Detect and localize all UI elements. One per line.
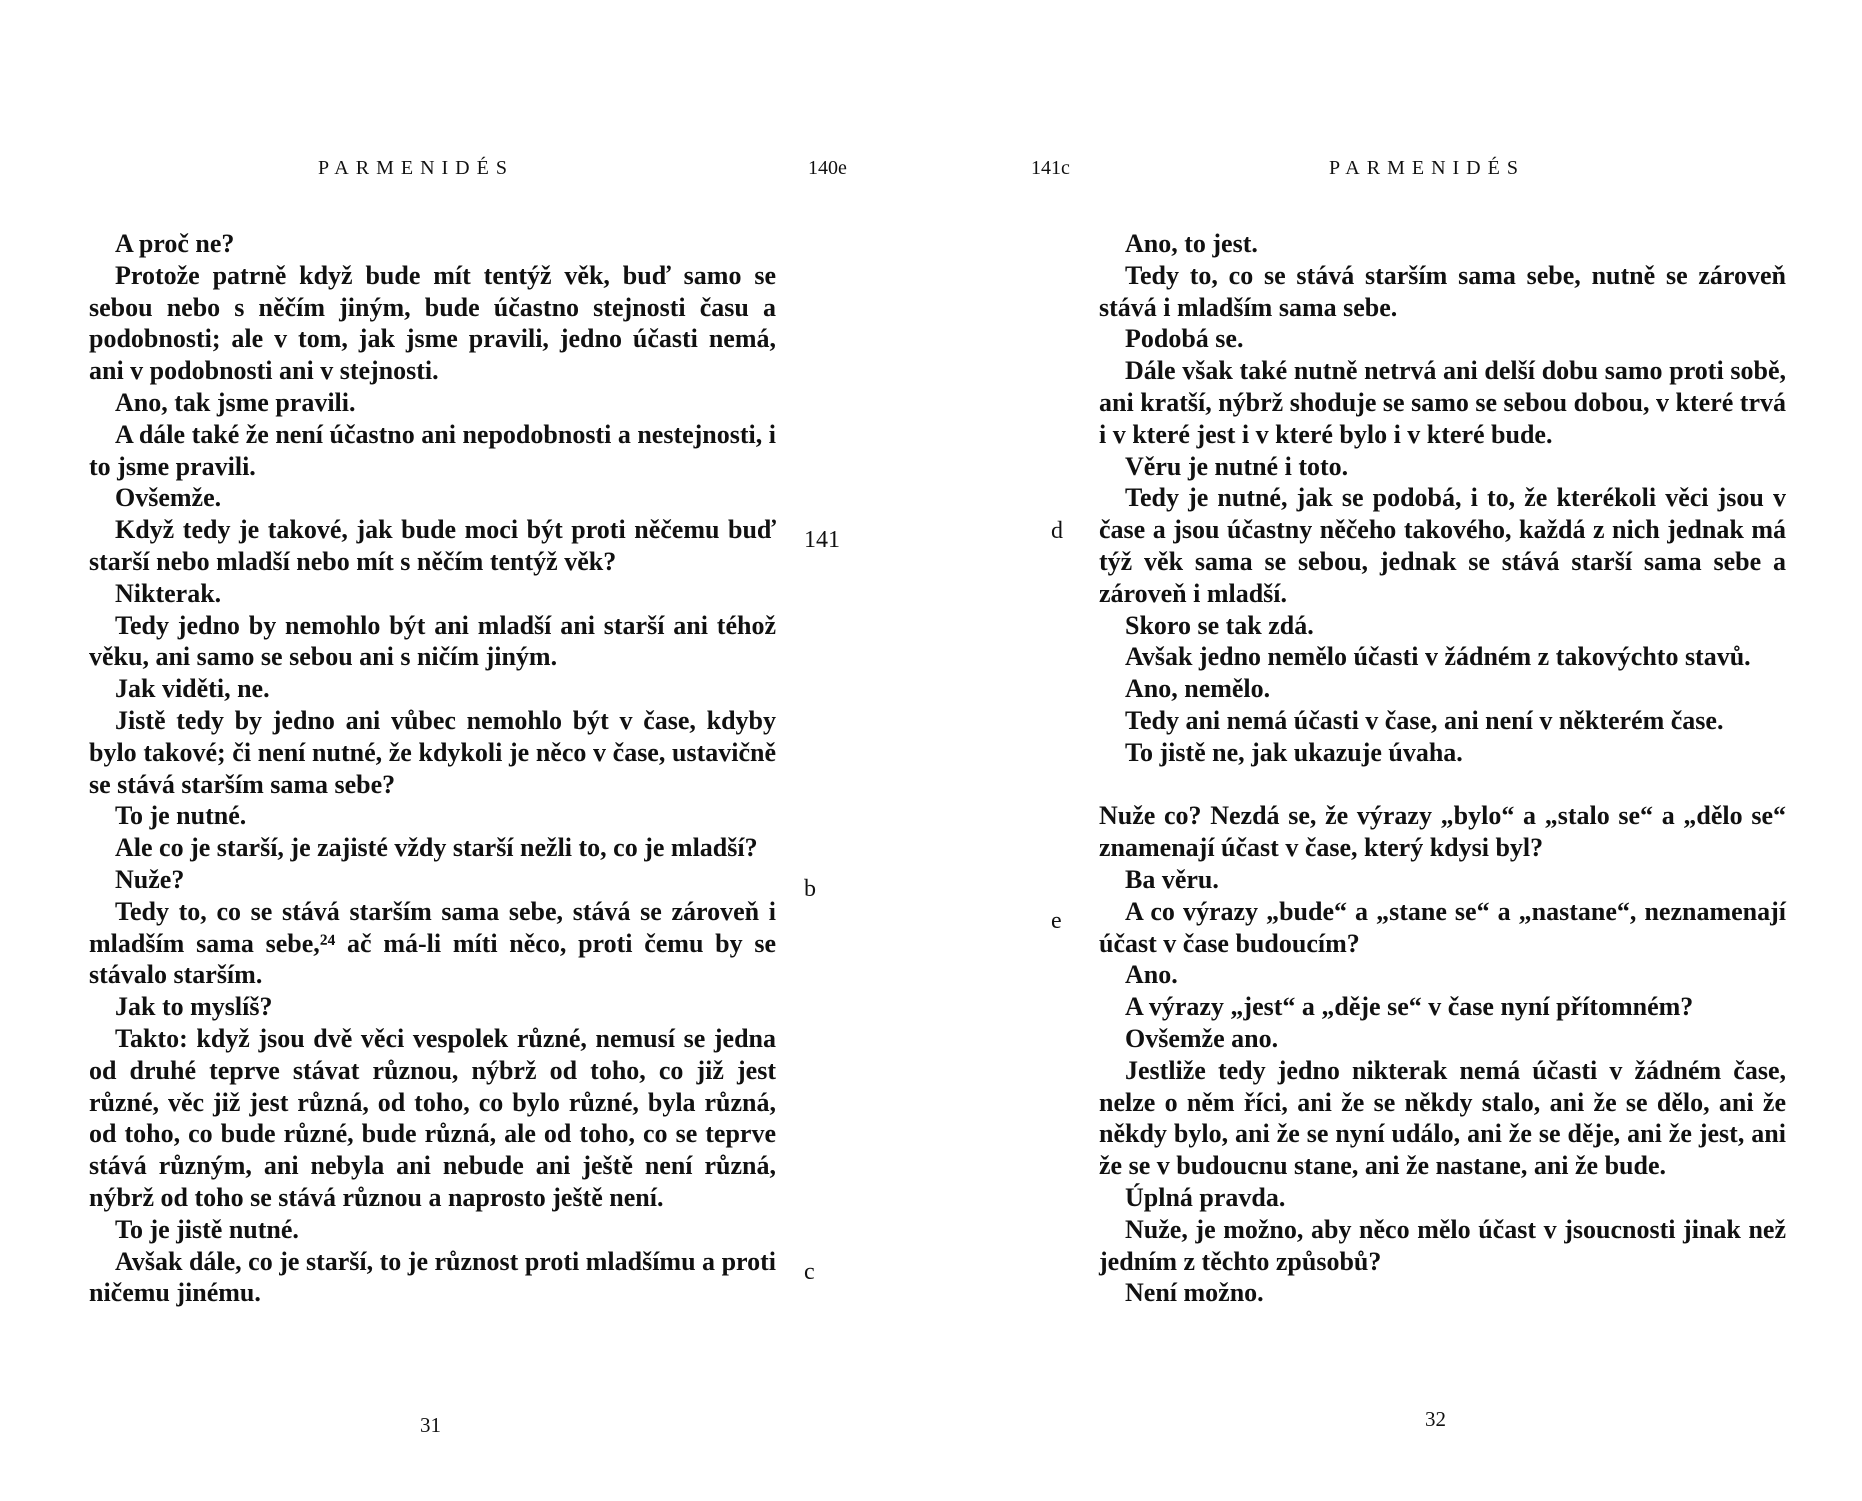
margin-marker: d xyxy=(1051,518,1063,544)
paragraph: Nuže co? Nezdá se, že výrazy „bylo“ a „stalo se“ a „dělo se“ znamenají účast v čase, který kdysi byl? xyxy=(1099,801,1786,863)
paragraph: A proč ne? xyxy=(115,229,235,258)
paragraph: Jak to myslíš? xyxy=(115,992,273,1022)
paragraph: Tedy ani nemá účasti v čase, ani není v některém čase. xyxy=(1125,705,1724,735)
paragraph: Podobá se. xyxy=(1125,324,1244,354)
paragraph: Avšak jedno nemělo účasti v žádném z takovýchto stavů. xyxy=(1125,642,1751,672)
paragraph: Tedy jedno by nemohlo být ani mladší ani starší ani téhož věku, ani samo se sebou ani s ničím jiným. xyxy=(89,610,776,672)
page-number: 32 xyxy=(1425,1407,1446,1431)
margin-marker: b xyxy=(804,876,816,902)
running-title: PARMENIDÉS xyxy=(1329,157,1525,179)
paragraph: Jestliže tedy jedno nikterak nemá účasti v žádném čase, nelze o něm říci, ani že se někdy stalo, ani že se dělo, ani že někdy bylo, ani že se nyní událo, ani že se děje, ani že jest, ani že se v budoucnu stane, ani že nastane, ani že bude. xyxy=(1099,1055,1786,1181)
paragraph: Avšak dále, co je starší, to je různost proti mladšímu a proti ničemu jinému. xyxy=(89,1246,776,1308)
paragraph: Tedy to, co se stává starším sama sebe, nutně se zároveň stává i mladším sama sebe. xyxy=(1099,260,1786,322)
paragraph: Ale co je starší, je zajisté vždy starší nežli to, co je mladší? xyxy=(115,833,758,863)
paragraph: Jak viděti, ne. xyxy=(115,674,270,704)
paragraph: Když tedy je takové, jak bude moci být proti něčemu buď starší nebo mladší nebo mít s něčím tentýž věk? xyxy=(89,515,776,576)
right-page xyxy=(931,0,1862,1501)
paragraph: Ano, nemělo. xyxy=(1125,674,1271,704)
paragraph: Věru je nutné i toto. xyxy=(1125,451,1349,481)
stephanus-header: 141c xyxy=(1031,157,1070,179)
paragraph: To je jistě nutné. xyxy=(115,1214,299,1244)
running-title: PARMENIDÉS xyxy=(318,157,514,179)
paragraph: Tedy to, co se stává starším sama sebe, stává se zároveň i mladším sama sebe,²⁴ ač má-li míti něco, proti čemu by se stávalo starším. xyxy=(89,896,776,990)
text-column xyxy=(89,228,776,1309)
paragraph: Tedy je nutné, jak se podobá, i to, že kterékoli věci jsou v čase a jsou účastny něčeho takového, každá z nich jednak má týž věk sama se sebou, jednak se stává starší sama sebe a zároveň i mladší. xyxy=(1099,483,1786,608)
section-gap xyxy=(1099,769,1786,801)
paragraph: Takto: když jsou dvě věci vespolek různé, nemusí se jedna od druhé teprve stávat různou, nýbrž od toho, co již jest různé, věc již jest různá, od toho, co bylo různé, byla různá, od toho, co bude různé, bude různá, ale od toho, co se teprve stává různým, ani nebyla ani nebude ani ještě není různá, nýbrž od toho se stává různou a naprosto ještě není. xyxy=(89,1023,776,1212)
paragraph: To jistě ne, jak ukazuje úvaha. xyxy=(1125,737,1463,767)
paragraph: Protože patrně když bude mít tentýž věk, buď samo se sebou nebo s něčím jiným, bude účastno stejnosti času a podobnosti; ale v tom, jak jsme pravili, jedno účasti nemá, ani v podobnosti ani v stejnosti. xyxy=(89,260,776,386)
paragraph: Nuže? xyxy=(115,864,185,894)
stephanus-header: 140e xyxy=(808,157,847,179)
text-column xyxy=(1099,228,1786,1309)
paragraph: Úplná pravda. xyxy=(1125,1182,1286,1212)
paragraph: A dále také že není účastno ani nepodobnosti a nestejnosti, i to jsme pravili. xyxy=(89,419,776,481)
paragraph: Ba věru. xyxy=(1125,864,1219,894)
paragraph: Nikterak. xyxy=(115,578,222,608)
paragraph: Jistě tedy by jedno ani vůbec nemohlo být v čase, kdyby bylo takové; či není nutné, že kdykoli je něco v čase, ustavičně se stává starším sama sebe? xyxy=(89,705,776,799)
paragraph: Ano, to jest. xyxy=(1125,229,1258,258)
margin-marker: c xyxy=(804,1259,815,1285)
paragraph: Nuže, je možno, aby něco mělo účast v jsoucnosti jinak než jedním z těchto způsobů? xyxy=(1099,1214,1786,1276)
paragraph: A co výrazy „bude“ a „stane se“ a „nastane“, neznamenají účast v čase budoucím? xyxy=(1099,896,1786,958)
paragraph: Skoro se tak zdá. xyxy=(1125,610,1314,640)
page-number: 31 xyxy=(420,1413,441,1437)
margin-marker: 141 xyxy=(804,527,840,553)
margin-marker: e xyxy=(1051,908,1062,934)
paragraph: Ovšemže. xyxy=(115,483,222,513)
paragraph: Není možno. xyxy=(1125,1278,1264,1308)
paragraph: Ovšemže ano. xyxy=(1125,1023,1279,1053)
paragraph: Dále však také nutně netrvá ani delší dobu samo proti sobě, ani kratší, nýbrž shoduje se samo se sebou dobou, v které trvá i v které jest i v které bylo i v které bude. xyxy=(1099,356,1786,449)
paragraph: A výrazy „jest“ a „děje se“ v čase nyní přítomném? xyxy=(1125,992,1694,1022)
paragraph: Ano. xyxy=(1125,960,1178,990)
paragraph: To je nutné. xyxy=(115,801,247,831)
paragraph: Ano, tak jsme pravili. xyxy=(115,387,356,417)
